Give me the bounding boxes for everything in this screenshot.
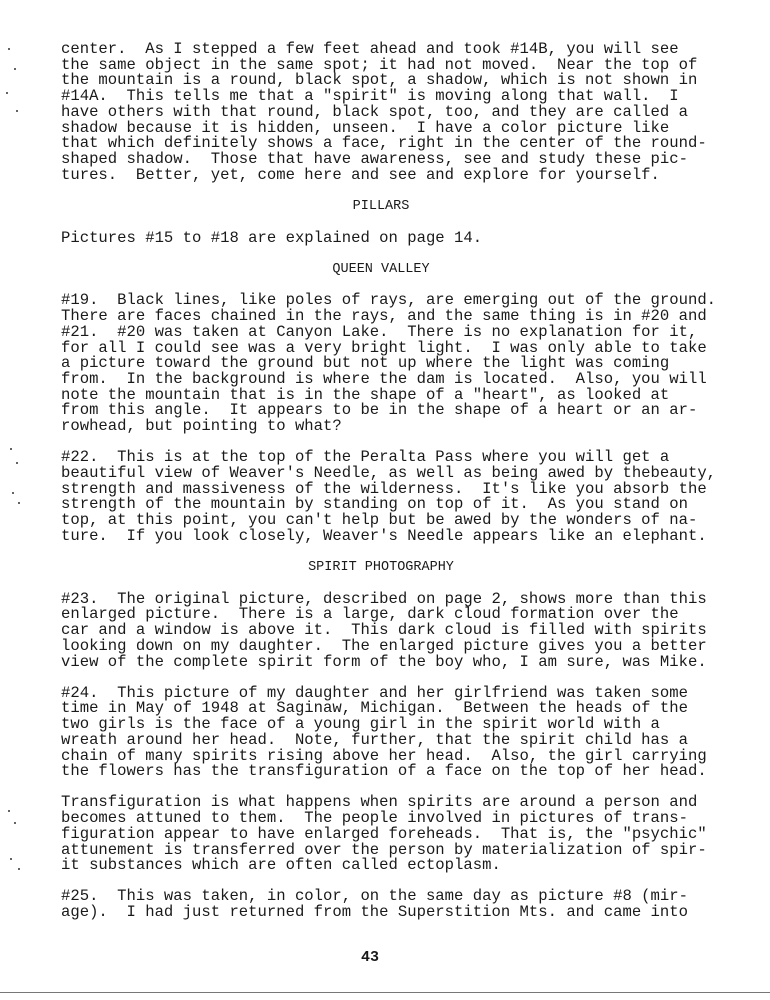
scan-speck	[14, 822, 16, 824]
scan-speck	[10, 858, 12, 860]
scan-edge-line	[0, 992, 770, 993]
scan-speck	[10, 448, 12, 450]
paragraph-14b: center. As I stepped a few feet ahead and took #14B, you will see the same object in the same spot; it had not moved. Near the top of the mountain is a round, black spot, a shadow, which is not shown in #14A. This tells me that a "spirit" is moving along that wall. I have others with that round, black spot, too, and they are called a shadow because it is hidden, unseen. I have a color picture like that which definitely shows a face, right in the center of the round- shaped shadow. Those that have awareness, see and study these pic- tures. Better, yet, come here and see and explore for yourself.	[61, 40, 707, 184]
scan-speck	[8, 48, 10, 50]
page-number: 43	[360, 949, 379, 966]
paragraph-24: #24. This picture of my daughter and her girlfriend was taken some time in May of 1948 at Saginaw, Michigan. Between the heads of the two girls is the face of a young girl in the spirit world with a wreath around her head. Note, further, that the spirit child has a chain of many spirits rising above her head. Also, the girl carrying the flowers has the transfiguration of a face on the top of her head.	[61, 683, 707, 781]
section-heading-queen-valley: QUEEN VALLEY	[332, 261, 430, 277]
scan-speck	[18, 502, 20, 504]
scan-speck	[18, 868, 20, 870]
section-heading-pillars: PILLARS	[352, 198, 410, 214]
scan-speck	[16, 110, 18, 112]
paragraph-25: #25. This was taken, in color, on the same day as picture #8 (mir- age). I had just returned from the Superstition Mts. and came into	[61, 887, 688, 922]
paragraph-pillars: Pictures #15 to #18 are explained on page 14.	[61, 228, 483, 247]
document-body	[61, 42, 731, 936]
scan-speck	[8, 810, 10, 812]
scan-speck	[12, 492, 14, 494]
paragraph-23: #23. The original picture, described on page 2, shows more than this enlarged picture. There is a large, dark cloud formation over the car and a window is above it. This dark cloud is filled with spirits looking down on my daughter. The enlarged picture gives you a better view of the complete spirit form of the boy who, I am sure, was Mike.	[61, 589, 707, 671]
paragraph-19: #19. Black lines, like poles of rays, are emerging out of the ground. There are faces chained in the rays, and the same thing is in #20 and #21. #20 was taken at Canyon Lake. There is no explanation for it, for all I could see was a very bright light. I was only able to take a picture toward the ground but not up where the light was coming from. In the background is where the dam is located. Also, you will note the mountain that is in the shape of a "heart", as looked at from this angle. It appears to be in the shape of a heart or an ar- rowhead, but pointing to what?	[61, 291, 717, 436]
scan-speck	[16, 462, 18, 464]
paragraph-22: #22. This is at the top of the Peralta Pass where you will get a beautiful view of Weaver's Needle, as well as being awed by thebeauty, strength and massiveness of the wilderness. It's like you absorb the strength of the mountain by standing on top of it. As you stand on top, at this point, you can't help but be awed by the wonders of na- ture. If you look closely, Weaver's Needle appears like an elephant.	[61, 448, 717, 545]
section-heading-spirit-photography: SPIRIT PHOTOGRAPHY	[308, 559, 454, 575]
scan-speck	[6, 92, 8, 94]
scan-speck	[14, 68, 16, 70]
paragraph-transfiguration: Transfiguration is what happens when spirits are around a person and becomes attuned to them. The people involved in pictures of trans- figuration appear to have enlarged foreheads. That is, the "psychic" attunement is transferred over the person by materialization of spir- it substances which are often called ectoplasm.	[61, 793, 707, 875]
